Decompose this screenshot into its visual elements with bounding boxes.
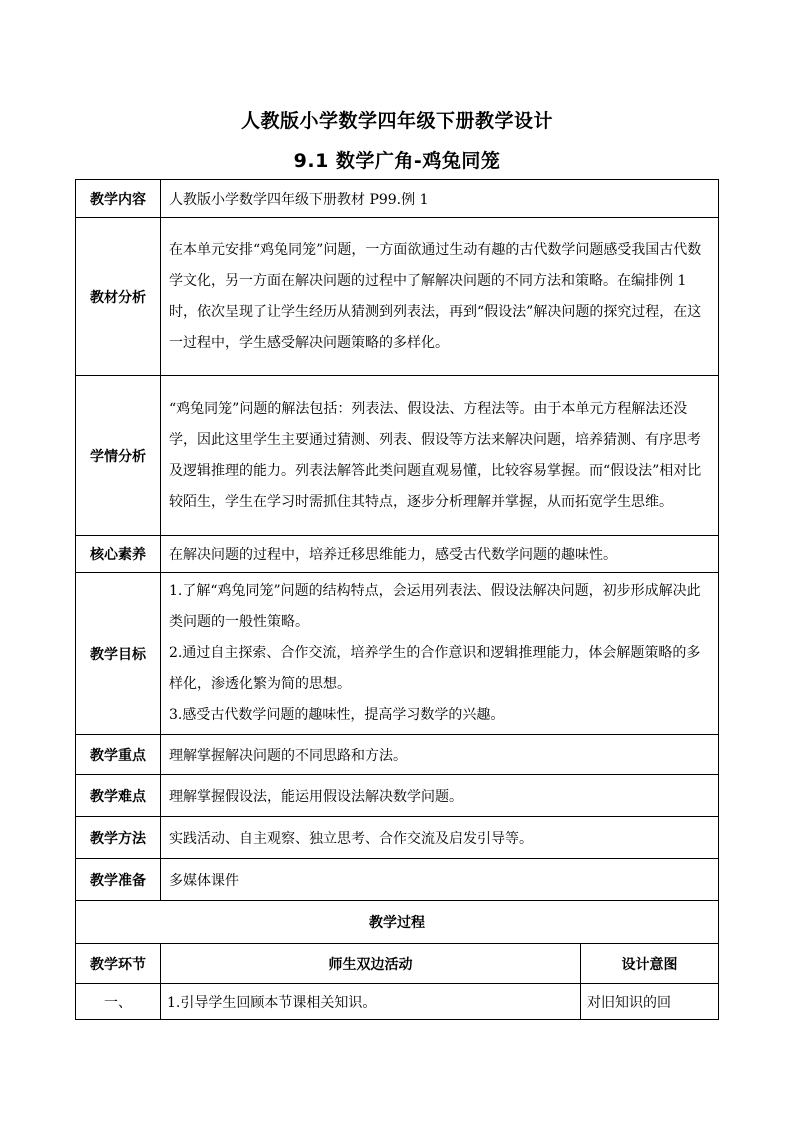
objective-item: 3.感受古代数学问题的趣味性，提高学习数学的兴趣。 — [169, 707, 505, 723]
row-core-literacy — [76, 536, 719, 573]
column-stage: 教学环节 — [76, 944, 161, 984]
label-methods: 教学方法 — [76, 817, 161, 859]
row-methods — [76, 817, 719, 859]
label-material-analysis: 教材分析 — [76, 218, 161, 376]
label-difficulties: 教学难点 — [76, 775, 161, 817]
row-material-analysis — [76, 218, 719, 376]
label-objectives: 教学目标 — [76, 573, 161, 735]
value-student-analysis: “鸡兔同笼”问题的解法包括：列表法、假设法、方程法等。由于本单元方程解法还没学，因此这里学生主要通过猜测、列表、假设等方法来解决问题，培养猜测、有序思考及逻辑推理的能力。列表法解答此类问题直观易懂，比较容易掌握。而“假设法”相对比较陌生，学生在学习时需抓住其特点，逐步分析理解并掌握，从而拓宽学生思维。 — [161, 376, 719, 536]
column-activity: 师生双边活动 — [161, 944, 581, 984]
activity-cell: 1.引导学生回顾本节课相关知识。 — [161, 984, 581, 1020]
label-key-points: 教学重点 — [76, 735, 161, 775]
stage-cell: 一、 — [76, 984, 161, 1020]
row-objectives — [76, 573, 719, 735]
row-process-columns — [76, 944, 719, 984]
value-preparation: 多媒体课件 — [161, 859, 719, 901]
row-content — [76, 180, 719, 218]
value-key-points: 理解掌握解决问题的不同思路和方法。 — [161, 735, 719, 775]
lesson-subtitle: 9.1 数学广角-鸡兔同笼 — [293, 150, 501, 172]
value-methods: 实践活动、自主观察、独立思考、合作交流及启发引导等。 — [161, 817, 719, 859]
column-intent: 设计意图 — [581, 944, 719, 984]
process-header: 教学过程 — [76, 901, 719, 944]
row-preparation — [76, 859, 719, 901]
value-content: 人教版小学数学四年级下册教材 P99.例 1 — [161, 180, 719, 218]
row-difficulties — [76, 775, 719, 817]
intent-cell: 对旧知识的回 — [581, 984, 719, 1020]
value-difficulties: 理解掌握假设法，能运用假设法解决数学问题。 — [161, 775, 719, 817]
table-row — [76, 984, 719, 1020]
value-material-analysis: 在本单元安排“鸡兔同笼”问题，一方面欲通过生动有趣的古代数学问题感受我国古代数学文化，另一方面在解决问题的过程中了解解决问题的不同方法和策略。在编排例 1 时，依次呈现了让学生经历从猜测到列表法，再到“假设法”解决问题的探究过程，在这一过程中，学生感受解决问题策略的多样化。 — [161, 218, 719, 376]
objective-item: 2.通过自主探索、合作交流，培养学生的合作意识和逻辑推理能力，体会解题策略的多样化，渗透化繁为简的思想。 — [169, 645, 701, 692]
lesson-plan-table — [75, 179, 719, 1020]
label-student-analysis: 学情分析 — [76, 376, 161, 536]
row-process-header — [76, 901, 719, 944]
document-title: 人教版小学数学四年级下册教学设计 — [240, 110, 553, 132]
objective-item: 1.了解“鸡兔同笼”问题的结构特点，会运用列表法、假设法解决问题，初步形成解决此类问题的一般性策略。 — [169, 583, 701, 630]
value-core-literacy: 在解决问题的过程中，培养迁移思维能力，感受古代数学问题的趣味性。 — [161, 536, 719, 573]
label-content: 教学内容 — [76, 180, 161, 218]
label-core-literacy: 核心素养 — [76, 536, 161, 573]
row-student-analysis — [76, 376, 719, 536]
row-key-points — [76, 735, 719, 775]
label-preparation: 教学准备 — [76, 859, 161, 901]
value-objectives — [161, 573, 719, 735]
